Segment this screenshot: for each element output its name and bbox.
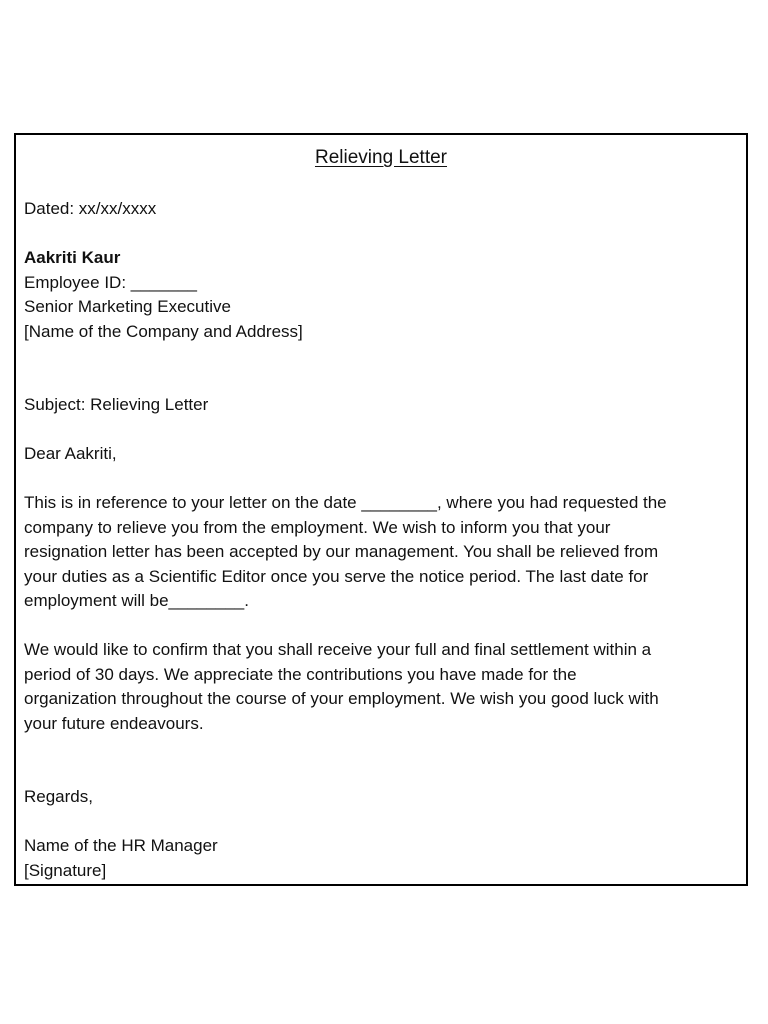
letter-title: Relieving Letter xyxy=(314,147,448,168)
paragraph-1 xyxy=(24,491,740,614)
date-line: Dated: xx/xx/xxxx xyxy=(24,199,157,218)
paragraph-2-line: organization throughout the course of your employment. We wish you good luck with xyxy=(24,689,659,708)
paragraph-1-line: employment will be________. xyxy=(24,591,249,610)
paragraph-1-line: This is in reference to your letter on the date ________, where you had requested the xyxy=(24,493,667,512)
closing: Regards, xyxy=(24,787,93,806)
subject-line: Subject: Relieving Letter xyxy=(24,395,209,414)
paragraph-2-line: your future endeavours. xyxy=(24,713,204,733)
company-address: [Name of the Company and Address] xyxy=(24,321,303,341)
paragraph-2 xyxy=(24,638,740,736)
employee-name: Aakriti Kaur xyxy=(24,248,121,267)
letter-frame xyxy=(14,133,748,886)
paragraph-1-line: resignation letter has been accepted by our management. You shall be relieved from xyxy=(24,542,659,561)
paragraph-1-line: your duties as a Scientific Editor once you serve the notice period. The last date for xyxy=(24,566,649,586)
paragraph-2-line: period of 30 days. We appreciate the contributions you have made for the xyxy=(24,664,577,684)
employee-id: Employee ID: _______ xyxy=(24,272,197,292)
letter-body xyxy=(24,197,740,883)
paragraph-2-line: We would like to confirm that you shall receive your full and final settlement within a xyxy=(24,640,652,659)
paragraph-1-line: company to relieve you from the employment. We wish to inform you that your xyxy=(24,517,611,537)
signature-placeholder: [Signature] xyxy=(24,860,107,880)
signatory-title: Name of the HR Manager xyxy=(24,836,218,855)
employee-designation: Senior Marketing Executive xyxy=(24,297,231,316)
salutation: Dear Aakriti, xyxy=(24,444,117,463)
